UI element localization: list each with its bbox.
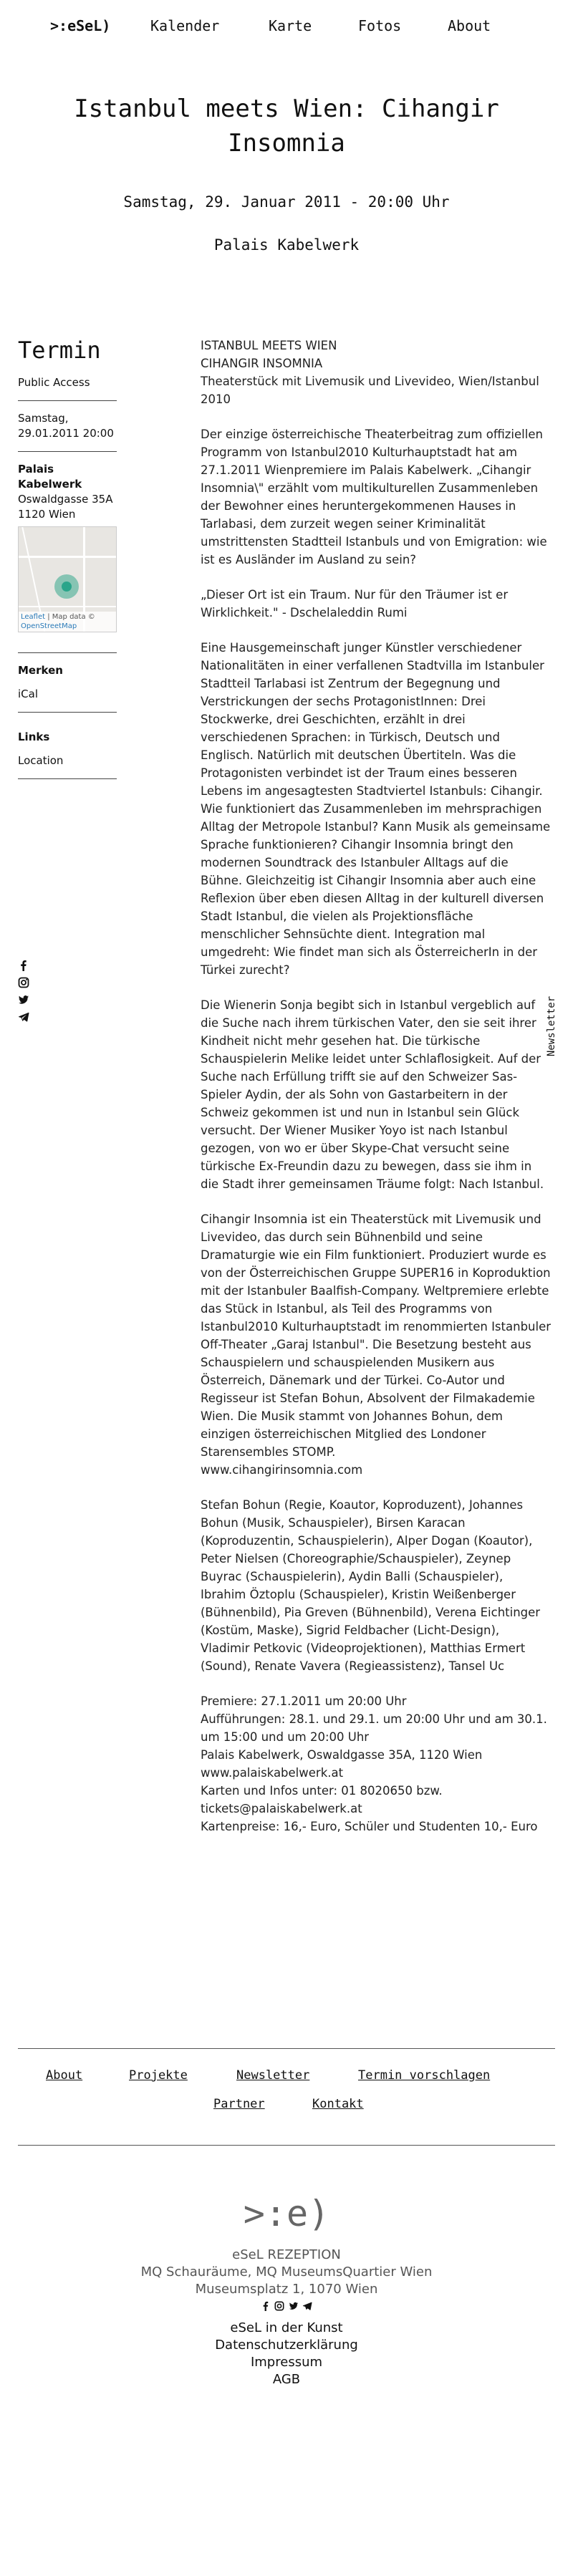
divider [18,778,117,779]
footer-divider [18,2145,555,2146]
info-line: Palais Kabelwerk, Oswaldgasse 35A, 1120 Wien [201,1748,483,1762]
facebook-icon[interactable] [18,960,29,971]
location-link[interactable]: Location [18,754,64,767]
telegram-icon[interactable] [302,2301,312,2311]
nav-karte[interactable]: Karte [269,17,312,34]
sidebar-heading: Termin [18,337,101,364]
divider [18,712,117,713]
footer-link-termin-vorschlagen[interactable]: Termin vorschlagen [358,2068,491,2083]
sidebar [18,337,118,789]
osm-link[interactable]: OpenStreetMap [21,622,77,630]
site-logo[interactable]: >:eSeL) [50,17,111,34]
facebook-icon[interactable] [261,2301,271,2311]
map-road [19,606,117,607]
footer-link-projekte[interactable]: Projekte [129,2068,188,2083]
divider [18,652,117,653]
newsletter-tab-label: Newsletter [546,995,557,1057]
instagram-icon[interactable] [18,977,29,988]
paragraph-text: Cihangir Insomnia ist ein Theaterstück mit Livemusik und Livevideo, das durch sein Bühnenbild und seine Dramaturgie wie ein Film funktioniert. Produziert wurde es von der Österreichischen Gruppe SUPER16 in Koproduktion mit der Istanbuler Baalfish-Company. Weltpremiere erlebte das Stück in Istanbul, als Teil des Programms von Istanbul2010 Kulturhauptstadt im renommierten Istanbuler Off-Theater „Garaj Istanbul". Die Besetzung besteht aus Schauspielern und schauspielenden Musikern aus Österreich, Dänemark und der Türkei. Co-Autor und Regisseur ist Stefan Bohun, Absolvent der Filmakademie Wien. Die Musik stammt von Johannes Bohun, dem einzigen österreichischen Mitglied des Londoner Starensembles STOMP. [201,1212,552,1459]
footer-social-icons [0,2300,573,2314]
footer-link-kontakt[interactable]: Kontakt [312,2097,364,2111]
divider [18,451,117,452]
info-line: Aufführungen: 28.1. und 29.1. um 20:00 Uhr und am 30.1. um 15:00 und um 20:00 Uhr [201,1712,547,1744]
footer-link-agb[interactable]: AGB [272,2372,301,2387]
quote-paragraph: „Dieser Ort ist ein Traum. Nur für den Träumer ist er Wirklichkeit." - Dschelaleddin Rumi [201,588,509,619]
venue-city: 1120 Wien [18,508,76,521]
merken-label: Merken [18,664,63,677]
intro-block [201,337,552,408]
social-icons [18,960,32,1028]
nav-kalender[interactable]: Kalender [150,17,220,34]
map-marker-icon[interactable] [54,574,79,599]
intro-line: Theaterstück mit Livemusik und Livevideo, Wien/Istanbul 2010 [201,375,539,406]
footer-symbol: >:e) [243,2193,330,2234]
leaflet-link[interactable]: Leaflet [21,613,46,621]
instagram-icon[interactable] [274,2301,284,2311]
intro-line: ISTANBUL MEETS WIEN [201,339,337,352]
footer-org: eSeL REZEPTION [232,2247,341,2262]
footer-link-about[interactable]: About [46,2068,83,2083]
map-attribution-text: | Map data © [45,613,95,621]
footer-link-newsletter[interactable]: Newsletter [236,2068,310,2083]
event-date: Samstag, 29. Januar 2011 - 20:00 Uhr [123,193,450,211]
credits-paragraph: Stefan Bohun (Regie, Koautor, Koproduzent), Johannes Bohun (Musik, Schauspieler), Birsen Karacan (Koproduzentin, Schauspielerin), Alper Dogan (Koautor), Peter Nielsen (Choreographie/Schauspieler), Zeynep Buyrac (Schauspielerin), Aydin Balli (Schauspieler), Ibrahim Öztoplu (Schauspieler), Kristin Weißenberger (Bühnenbild), Pia Greven (Bühnenbild), Verena Eichtinger (Kostüm, Maske), Sigrid Feldbacher (Licht-Design), Vladimir Petkovic (Videoprojektionen), Matthias Ermert (Sound), Renate Vavera (Regieassistenz), Tansel Uc [201,1498,541,1673]
event-venue: Palais Kabelwerk [213,236,360,254]
date-line-1: Samstag, [18,412,69,425]
ical-link[interactable]: iCal [18,688,39,700]
map-road [19,556,117,558]
paragraph: Der einzige österreichische Theaterbeitrag zum offiziellen Programm von Istanbul2010 Kulturhauptstadt hat am 27.1.2011 Wienpremiere im Palais Kabelwerk. „Cihangir Insomnia\" erzählt vom multikulturellen Zusammenleben der Bewohner eines heruntergekommenen Hauses in Tarlabasi, dem zurzeit wegen seiner Kriminalität umstrittensten Stadtteil Istanbuls und von Emigration: wie ist es Ausländer im Ausland zu sein? [201,428,547,566]
info-line: Premiere: 27.1.2011 um 20:00 Uhr [201,1694,407,1708]
info-block [201,1692,552,1835]
nav-fotos[interactable]: Fotos [358,17,402,34]
footer-link-partner[interactable]: Partner [213,2097,265,2111]
footer-link-impressum[interactable]: Impressum [250,2355,323,2370]
paragraph: Eine Hausgemeinschaft junger Künstler verschiedener Nationalitäten in einer verfallenen Stadtvilla im Istanbuler Stadtteil Tarlabasi ist Zentrum der Begegnung und Verstrickungen der sechs ProtagonistInnen: Drei Stockwerke, drei Geschichten, erzählt in drei verschiedenen Sprachen: in Türkisch, Deutsch und Englisch. Natürlich mit deutschen Übertiteln. Was die Protagonisten verbindet ist der Traum eines besseren Lebens im angesagtesten Stadtviertel Istanbuls: Cihangir. Wie funktioniert das Zusammenleben im mehrsprachigen Alltag der Metropole Istanbul? Kann Musik als gemeinsame Sprache funktionieren? Cihangir Insomnia bringt den modernen Soundtrack des Istanbuler Alltags auf die Bühne. Gleichzeitig ist Cihangir Insomnia aber auch eine Reflexion über eben diesen Alltag in der kulturell diversen Stadt Istanbul, die vielen als Projektionsfläche menschlicher Sehnsüchte dient. Integration mal umgedreht: Wie findet man sich als ÖsterreicherIn in der Türkei zurecht? [201,641,551,977]
footer-link-datenschutz[interactable]: Datenschutzerklärung [215,2338,358,2353]
info-line: Karten und Infos unter: 01 8020650 bzw. [201,1784,443,1798]
venue-street: Oswaldgasse 35A [18,493,113,506]
footer-address-2: Museumsplatz 1, 1070 Wien [195,2282,378,2297]
access-label: Public Access [18,376,90,389]
twitter-icon[interactable] [289,2301,299,2311]
footer-link-esel-kunst[interactable]: eSeL in der Kunst [230,2320,343,2335]
telegram-icon[interactable] [18,1011,29,1023]
divider [18,400,117,401]
footer-divider [18,2048,555,2049]
footer-address-1: MQ Schauräume, MQ MuseumsQuartier Wien [140,2264,433,2280]
paragraph: Die Wienerin Sonja begibt sich in Istanbul vergeblich auf die Suche nach ihrem türkischen Vater, den sie seit ihrer Kindheit nicht mehr gesehen hat. Die türkische Schauspielerin Melike leidet unter Schlaflosigkeit. Auf der Suche nach Erfüllung trifft sie auf den Schweizer Sas-Spieler Aydin, der als Sohn von Gastarbeitern in der Schweiz gekommen ist und nun in Istanbul sein Glück versucht. Der Wiener Musiker Yoyo ist nach Istanbul gezogen, von wo er über Skype-Chat versucht seine türkische Ex-Freundin dazu zu bewegen, dass sie ihm in die Stadt ihrer gemeinsamen Träume folgt: Nach Istanbul. [201,998,544,1191]
twitter-icon[interactable] [18,994,29,1005]
info-line: Kartenpreise: 16,- Euro, Schüler und Studenten 10,- Euro [201,1820,538,1833]
venue-website-link[interactable]: www.palaiskabelwerk.at [201,1766,344,1780]
ticket-email-link[interactable]: tickets@palaiskabelwerk.at [201,1802,362,1815]
intro-line: CIHANGIR INSOMNIA [201,357,323,370]
date-line-2: 29.01.2011 20:00 [18,427,114,440]
top-nav [0,0,573,54]
event-title: Istanbul meets Wien: Cihangir Insomnia [74,95,499,158]
nav-about[interactable]: About [448,17,491,34]
paragraph-with-link [201,1210,552,1479]
links-label: Links [18,730,50,743]
venue-name[interactable]: Palais Kabelwerk [18,463,82,491]
event-description [201,337,552,1853]
location-map[interactable] [18,526,117,632]
website-link[interactable]: www.cihangirinsomnia.com [201,1463,363,1477]
map-attribution [19,612,117,632]
